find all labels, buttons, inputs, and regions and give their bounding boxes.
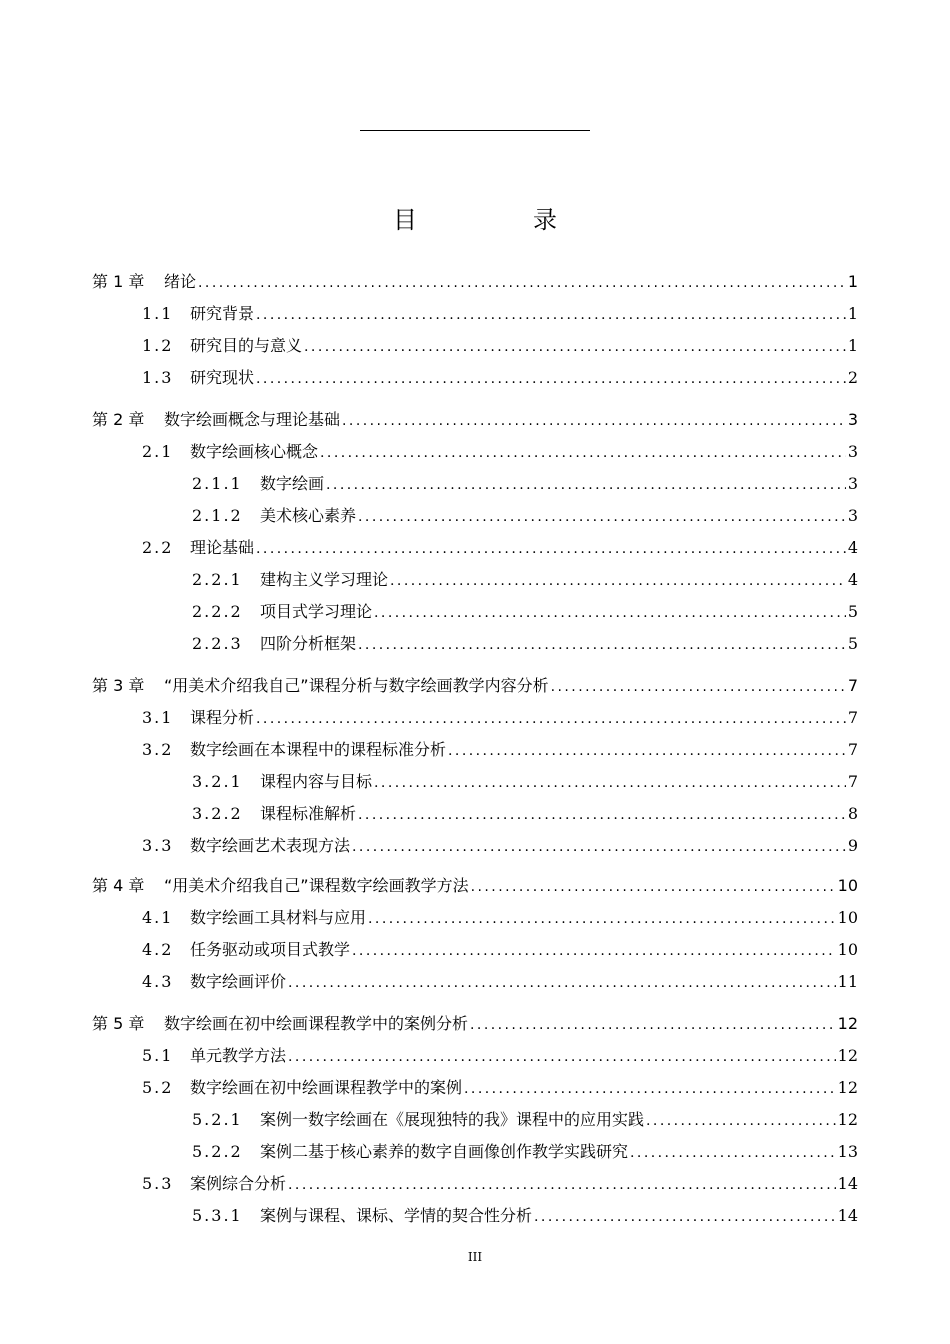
toc-entry-page: 7 [847,708,858,727]
toc-entry-page: 2 [847,368,858,387]
toc-entry[interactable] [192,798,858,830]
leader-dots [471,871,836,903]
leader-dots [256,703,846,735]
leader-dots [374,597,846,629]
leader-dots [534,1201,836,1233]
toc-entry-title: 数字绘画在初中绘画课程教学中的案例 [190,1078,463,1097]
leader-dots [390,565,846,597]
toc-entry-number: 第 4 章 [92,876,145,895]
toc-entry-title: 理论基础 [190,538,255,557]
toc-entry-title: “用美术介绍我自己”课程数字绘画教学方法 [164,876,469,895]
toc-entry-page: 13 [837,1142,858,1161]
leader-dots [352,831,846,863]
leader-dots [630,1137,836,1169]
toc-entry-page: 7 [847,772,858,791]
toc-entry-page: 11 [837,972,858,991]
toc-entry-page: 1 [847,272,858,291]
toc-entry-number: 3.2 [142,740,174,759]
toc-entry[interactable] [142,734,858,766]
toc-entry[interactable] [92,404,858,436]
toc-entry-page: 9 [847,836,858,855]
toc-entry-title: 绪论 [164,272,197,291]
toc-entry[interactable] [142,902,858,934]
toc-entry-page: 12 [837,1078,858,1097]
toc-entry-title: 案例二基于核心素养的数字自画像创作教学实践研究 [260,1142,629,1161]
toc-entry[interactable] [142,934,858,966]
leader-dots [288,1169,836,1201]
toc-entry-number: 3.1 [142,708,174,727]
toc-entry-title: 单元教学方法 [190,1046,287,1065]
toc-entry-number: 5.2.1 [192,1110,243,1129]
toc-entry-title: 数字绘画评价 [190,972,287,991]
toc-entry-number: 2.1.2 [192,506,243,525]
leader-dots [358,799,846,831]
toc-entry-title: 项目式学习理论 [260,602,373,621]
leader-dots [342,405,846,437]
toc-entry-number: 2.2.3 [192,634,243,653]
toc-entry-page: 3 [847,442,858,461]
toc-entry-number: 1.3 [142,368,174,387]
leader-dots [464,1073,836,1105]
toc-entry-title: 四阶分析框架 [260,634,357,653]
toc-entry-number: 3.3 [142,836,174,855]
toc-entry[interactable] [192,766,858,798]
toc-entry-page: 8 [847,804,858,823]
toc-entry-page: 12 [837,1014,858,1033]
toc-entry-number: 2.2.2 [192,602,243,621]
toc-entry-title: 建构主义学习理论 [260,570,389,589]
leader-dots [551,671,846,703]
toc-entry[interactable] [142,436,858,468]
toc-entry[interactable] [142,362,858,394]
toc-entry-number: 第 1 章 [92,272,145,291]
leader-dots [320,437,846,469]
toc-entry-title: 数字绘画 [260,474,325,493]
leader-dots [326,469,846,501]
toc-entry-number: 5.3 [142,1174,174,1193]
toc-entry-number: 3.2.1 [192,772,243,791]
toc-entry[interactable] [192,564,858,596]
header-rule [360,130,590,131]
toc-entry-number: 1.2 [142,336,174,355]
toc-entry-page: 7 [847,676,858,695]
leader-dots [646,1105,836,1137]
toc-entry-number: 3.2.2 [192,804,243,823]
toc-entry-page: 10 [837,908,858,927]
toc-entry-title: 数字绘画工具材料与应用 [190,908,367,927]
toc-entry-title: 数字绘画核心概念 [190,442,319,461]
toc-entry-title: 数字绘画概念与理论基础 [164,410,341,429]
toc-entry[interactable] [142,966,858,998]
toc-entry-page: 12 [837,1110,858,1129]
toc-entry-page: 14 [837,1174,858,1193]
toc-entry-number: 2.1.1 [192,474,243,493]
toc-entry-number: 1.1 [142,304,174,323]
toc-entry-page: 3 [847,506,858,525]
toc-entry-page: 7 [847,740,858,759]
toc-entry[interactable] [192,1200,858,1232]
toc-entry[interactable] [142,330,858,362]
toc-entry-title: 案例与课程、课标、学情的契合性分析 [260,1206,533,1225]
toc-entry[interactable] [192,1136,858,1168]
toc-entry[interactable] [142,1040,858,1072]
toc-entry-page: 10 [837,940,858,959]
toc-entry-title: 研究背景 [190,304,255,323]
toc-entry-page: 4 [847,538,858,557]
toc-entry[interactable] [92,670,858,702]
leader-dots [448,735,846,767]
toc-entry-page: 3 [847,474,858,493]
toc-entry-number: 5.2.2 [192,1142,243,1161]
toc-entry-title: 数字绘画艺术表现方法 [190,836,351,855]
leader-dots [288,1041,836,1073]
toc-entry-number: 4.1 [142,908,174,927]
toc-entry-title: 任务驱动或项目式教学 [190,940,351,959]
toc-entry-page: 1 [847,336,858,355]
toc-entry-page: 1 [847,304,858,323]
toc-entry-title: 研究现状 [190,368,255,387]
leader-dots [198,267,846,299]
toc-entry-page: 12 [837,1046,858,1065]
leader-dots [352,935,836,967]
toc-entry[interactable] [192,500,858,532]
toc-entry[interactable] [192,1104,858,1136]
toc-entry-number: 5.1 [142,1046,174,1065]
leader-dots [358,629,846,661]
toc-entry-number: 第 3 章 [92,676,145,695]
toc-entry-page: 14 [837,1206,858,1225]
toc-entry-page: 5 [847,602,858,621]
toc-entry[interactable] [142,1168,858,1200]
leader-dots [304,331,846,363]
toc-entry-title: 课程内容与目标 [260,772,373,791]
toc-entry[interactable] [142,830,858,862]
leader-dots [256,363,846,395]
toc-entry[interactable] [142,532,858,564]
toc-entry[interactable] [92,1008,858,1040]
toc-entry-number: 第 2 章 [92,410,145,429]
leader-dots [256,299,846,331]
toc-entry-number: 第 5 章 [92,1014,145,1033]
toc-entry[interactable] [92,266,858,298]
toc-entry-number: 5.2 [142,1078,174,1097]
toc-entry[interactable] [192,596,858,628]
toc-entry-number: 4.2 [142,940,174,959]
toc-entry-page: 10 [837,876,858,895]
toc-entry[interactable] [192,468,858,500]
toc-title: 目 录 [393,206,603,234]
page-number-footer: III [467,1250,483,1264]
toc-entry-page: 3 [847,410,858,429]
toc-entry[interactable] [142,298,858,330]
toc-entry-title: 数字绘画在初中绘画课程教学中的案例分析 [164,1014,469,1033]
toc-entry[interactable] [192,628,858,660]
leader-dots [288,967,836,999]
toc-entry-title: 数字绘画在本课程中的课程标准分析 [190,740,447,759]
leader-dots [358,501,846,533]
toc-entry-number: 4.3 [142,972,174,991]
toc-entry-page: 4 [847,570,858,589]
leader-dots [374,767,846,799]
toc-entry-title: 案例综合分析 [190,1174,287,1193]
toc-entry-number: 2.2.1 [192,570,243,589]
leader-dots [368,903,836,935]
toc-entry[interactable] [142,702,858,734]
toc-entry-number: 5.3.1 [192,1206,243,1225]
toc-entry-title: 研究目的与意义 [190,336,303,355]
toc-entry-title: 课程分析 [190,708,255,727]
toc-entry[interactable] [92,870,858,902]
toc-entry-title: 课程标准解析 [260,804,357,823]
toc-entry-page: 5 [847,634,858,653]
leader-dots [256,533,846,565]
leader-dots [470,1009,836,1041]
toc-entry[interactable] [142,1072,858,1104]
toc-entry-title: 案例一数字绘画在《展现独特的我》课程中的应用实践 [260,1110,645,1129]
toc-entry-number: 2.2 [142,538,174,557]
toc-entry-title: 美术核心素养 [260,506,357,525]
toc-entry-title: “用美术介绍我自己”课程分析与数字绘画教学内容分析 [164,676,549,695]
toc-entry-number: 2.1 [142,442,174,461]
